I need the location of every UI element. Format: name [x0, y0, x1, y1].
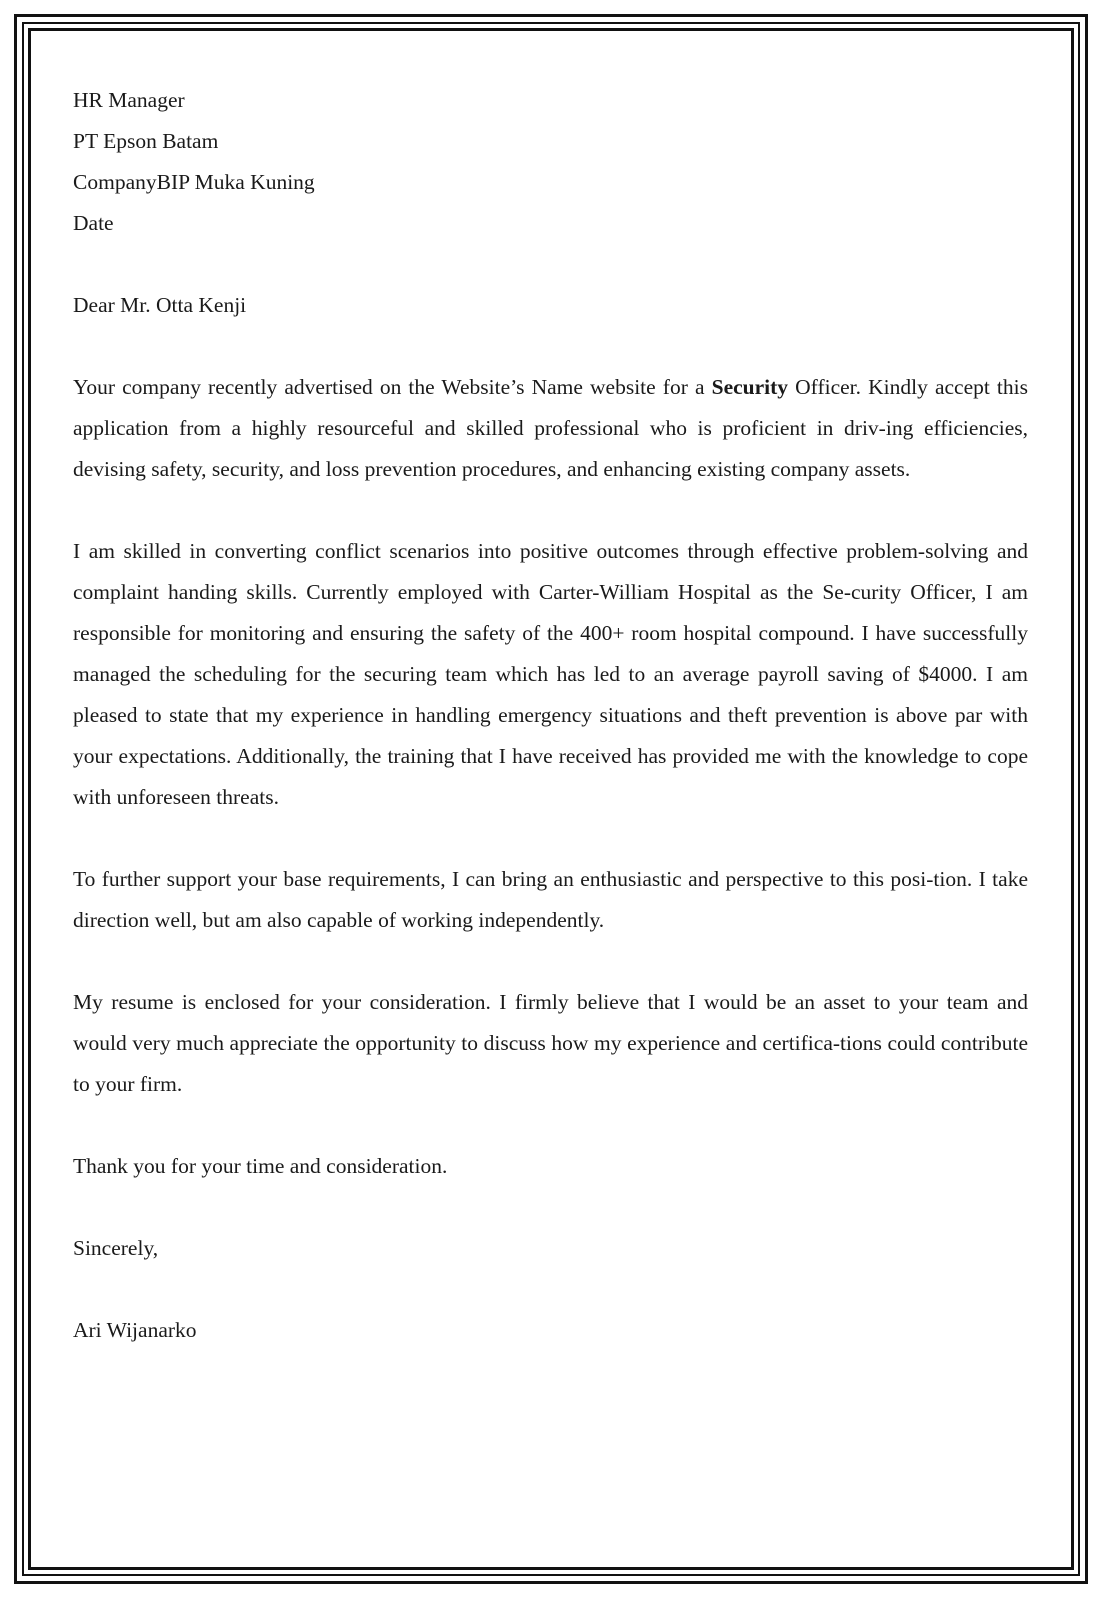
paragraph-intro-bold: Security [711, 375, 789, 399]
salutation: Dear Mr. Otta Kenji [73, 293, 247, 317]
letter-date: Date [73, 211, 114, 235]
paragraph-support: To further support your base requirements, I can bring an enthusiastic and perspective to this posi-tion. I take direction well, but am also capable of working independently. [73, 867, 1028, 932]
paragraph-resume: My resume is enclosed for your consideration. I firmly believe that I would be an asset to your team and would very much appreciate the opportunity to discuss how my experience and certifica-tions could contribute to your firm. [73, 990, 1028, 1096]
paragraph-experience: I am skilled in converting conflict scenarios into positive outcomes through effective problem-solving and complaint handing skills. Currently employed with Carter-William Hospital as the Se-curity Officer, I am responsible for monitoring and ensuring the safety of the 400+ room hospital compound. I have successfully managed the scheduling for the securing team which has led to an average payroll saving of $4000. I am pleased to state that my experience in handling emergency situations and theft prevention is above par with your expectations. Additionally, the training that I have received has provided me with the knowledge to cope with unforeseen threats. [73, 539, 1028, 809]
paragraph-intro [73, 367, 1028, 490]
paragraph-intro-part1: Your company recently advertised on the Website’s Name website for a [73, 375, 712, 399]
recipient-company: PT Epson Batam [73, 129, 219, 153]
signature-name: Ari Wijanarko [73, 1318, 197, 1342]
closing: Sincerely, [73, 1236, 159, 1260]
thanks-line: Thank you for your time and consideration. [73, 1154, 448, 1178]
recipient-title: HR Manager [73, 88, 185, 112]
paragraph-intro-part2: Officer. Kindly accept this application from a highly resourceful and skilled professional who is proficient in driv-ing efficiencies, devising safety, security, and loss prevention procedures, and enhancing existing company assets. [73, 375, 1028, 481]
cover-letter [73, 80, 1028, 1351]
recipient-address: CompanyBIP Muka Kuning [73, 170, 315, 194]
recipient-block [73, 80, 1028, 244]
